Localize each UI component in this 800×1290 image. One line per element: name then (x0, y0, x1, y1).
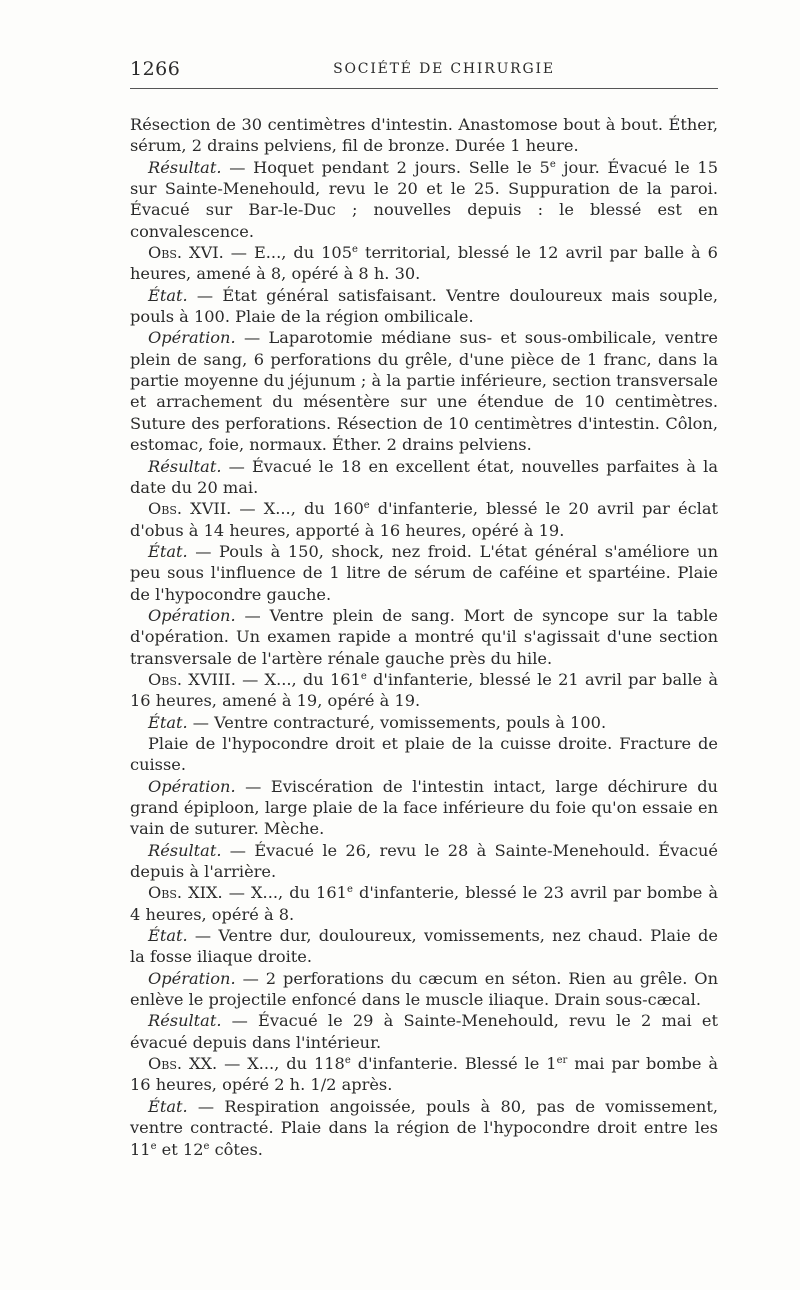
superscript: e (360, 670, 367, 682)
text-run: d'infanterie. Blessé le 1 (350, 1054, 557, 1074)
paragraph (130, 840, 718, 883)
text-run: — Évacué le 18 en excellent état, nouvelles parfaites à la date du 20 mai. (130, 456, 718, 497)
paragraph (130, 733, 718, 776)
superscript: e (549, 158, 556, 170)
paragraph (130, 605, 718, 669)
text-run: — Respiration angoissée, pouls à 80, pas de vomissement, ventre contracté. Plaie dans la région de l'hypocondre droit entre les 11 (130, 1096, 718, 1159)
text-run: XX. — X..., du 118 (182, 1054, 345, 1074)
text-run: — Évacué le 29 à Sainte-Menehould, revu le 2 mai et évacué depuis dans l'intérieur. (130, 1011, 718, 1052)
section-label: Résultat. (148, 1011, 222, 1031)
paragraph (130, 712, 718, 733)
paragraph (130, 925, 718, 968)
section-label: Opération. (148, 328, 236, 348)
paragraph (130, 669, 718, 712)
text-run: — 2 perforations du cæcum en séton. Rien au grêle. On enlève le projectile enfoncé dans le muscle iliaque. Drain sous-cæcal. (130, 968, 718, 1010)
body-text (130, 114, 718, 1160)
text-run: XVIII. — X..., du 161 (182, 669, 361, 689)
paragraph (130, 456, 718, 499)
section-label: Opération. (148, 968, 236, 988)
paragraph (130, 968, 718, 1011)
paragraph (130, 242, 718, 285)
superscript: e (344, 1055, 351, 1067)
paragraph (130, 541, 718, 605)
section-label: Opération. (148, 776, 236, 796)
paragraph (130, 157, 718, 242)
observation-label: Obs. (148, 1054, 183, 1074)
observation-label: Obs. (148, 883, 183, 903)
paragraph (130, 114, 718, 157)
text-run: — Laparotomie médiane sus- et sous-ombilicale, ventre plein de sang, 6 perforations du grêle, d'une pièce de 1 franc, dans la partie moyenne du jéjunum ; à la partie inférieure, section transversale et arrachement du mésentère sur une étendue de 10 centimètres. Suture des perforations. Résection de 10 centimètres d'intestin. Côlon, estomac, foie, normaux. Éther. 2 drains pelviens. (130, 328, 718, 455)
superscript: e (352, 244, 358, 256)
superscript: e (363, 500, 370, 512)
section-label: État. (148, 1096, 188, 1116)
running-title: SOCIÉTÉ DE CHIRURGIE (333, 61, 555, 77)
section-label: État. (148, 926, 188, 946)
text-run: et 12 (156, 1139, 204, 1159)
text-run: Résection de 30 centimètres d'intestin. Anastomose bout à bout. Éther, sérum, 2 drains pelviens, fil de bronze. Durée 1 heure. (130, 115, 718, 156)
section-label: État. (148, 541, 188, 561)
section-label: État. (148, 285, 188, 305)
text-run: — Évacué le 26, revu le 28 à Sainte-Menehould. Évacué depuis à l'arrière. (130, 840, 718, 882)
text-run: — Ventre contracturé, vomissements, pouls à 100. (187, 712, 607, 732)
paragraph (130, 1096, 718, 1160)
text-run: côtes. (209, 1139, 263, 1159)
section-label: État. (148, 712, 188, 732)
text-run: — Ventre dur, douloureux, vomissements, nez chaud. Plaie de la fosse iliaque droite. (130, 926, 718, 967)
text-run: d'infanterie, blessé le 23 avril par bombe à 4 heures, opéré à 8. (130, 883, 719, 924)
superscript: e (203, 1140, 210, 1152)
superscript: e (150, 1140, 157, 1152)
paragraph (130, 498, 718, 541)
text-run: — Hoquet pendant 2 jours. Selle le 5 (221, 157, 550, 177)
text-run: XVI. — E..., du 105 (182, 243, 353, 263)
paragraph (130, 882, 718, 925)
superscript: er (556, 1055, 568, 1067)
paragraph (130, 1010, 718, 1053)
text-run: — Ventre plein de sang. Mort de syncope sur la table d'opération. Un examen rapide a montré qu'il s'agissait d'une section transversale de l'artère rénale gauche près du hile. (130, 605, 718, 668)
section-label: Résultat. (148, 456, 222, 476)
text-run: XIX. — X..., du 161 (182, 883, 347, 903)
text-run: — État général satisfaisant. Ventre douloureux mais souple, pouls à 100. Plaie de la région ombilicale. (130, 285, 718, 327)
observation-label: Obs. (148, 499, 183, 519)
superscript: e (346, 884, 353, 896)
paragraph (130, 776, 718, 840)
text-run: Plaie de l'hypocondre droit et plaie de la cuisse droite. Fracture de cuisse. (130, 733, 718, 775)
page-number: 1266 (130, 58, 181, 80)
paragraph (130, 285, 718, 328)
page-header (130, 58, 718, 89)
text-run: territorial, blessé le 12 avril par balle à 6 heures, amené à 8, opéré à 8 h. 30. (130, 243, 718, 284)
section-label: Opération. (148, 605, 236, 625)
text-run: XVII. — X..., du 160 (182, 499, 364, 519)
paragraph (130, 327, 718, 455)
text-run: d'infanterie, blessé le 21 avril par balle à 16 heures, amené à 19, opéré à 19. (130, 669, 718, 711)
text-run: mai par bombe à 16 heures, opéré 2 h. 1/2 après. (130, 1054, 718, 1095)
text-run: — Eviscération de l'intestin intact, large déchirure du grand épiploon, large plaie de la face inférieure du foie qu'on essaie en vain de suturer. Mèche. (130, 776, 718, 839)
section-label: Résultat. (148, 840, 222, 860)
section-label: Résultat. (148, 157, 222, 177)
text-run: jour. Évacué le 15 sur Sainte-Menehould, revu le 20 et le 25. Suppuration de la paroi. Évacué sur Bar-le-Duc ; nouvelles depuis : le blessé est en convalescence. (130, 157, 718, 241)
observation-label: Obs. (148, 243, 183, 263)
observation-label: Obs. (148, 669, 183, 689)
paragraph (130, 1053, 718, 1096)
text-run: d'infanterie, blessé le 20 avril par éclat d'obus à 14 heures, apporté à 16 heures, opéré à 19. (130, 499, 718, 540)
text-run: — Pouls à 150, shock, nez froid. L'état général s'améliore un peu sous l'influence de 1 litre de sérum de caféine et spartéine. Plaie de l'hypocondre gauche. (130, 541, 718, 604)
